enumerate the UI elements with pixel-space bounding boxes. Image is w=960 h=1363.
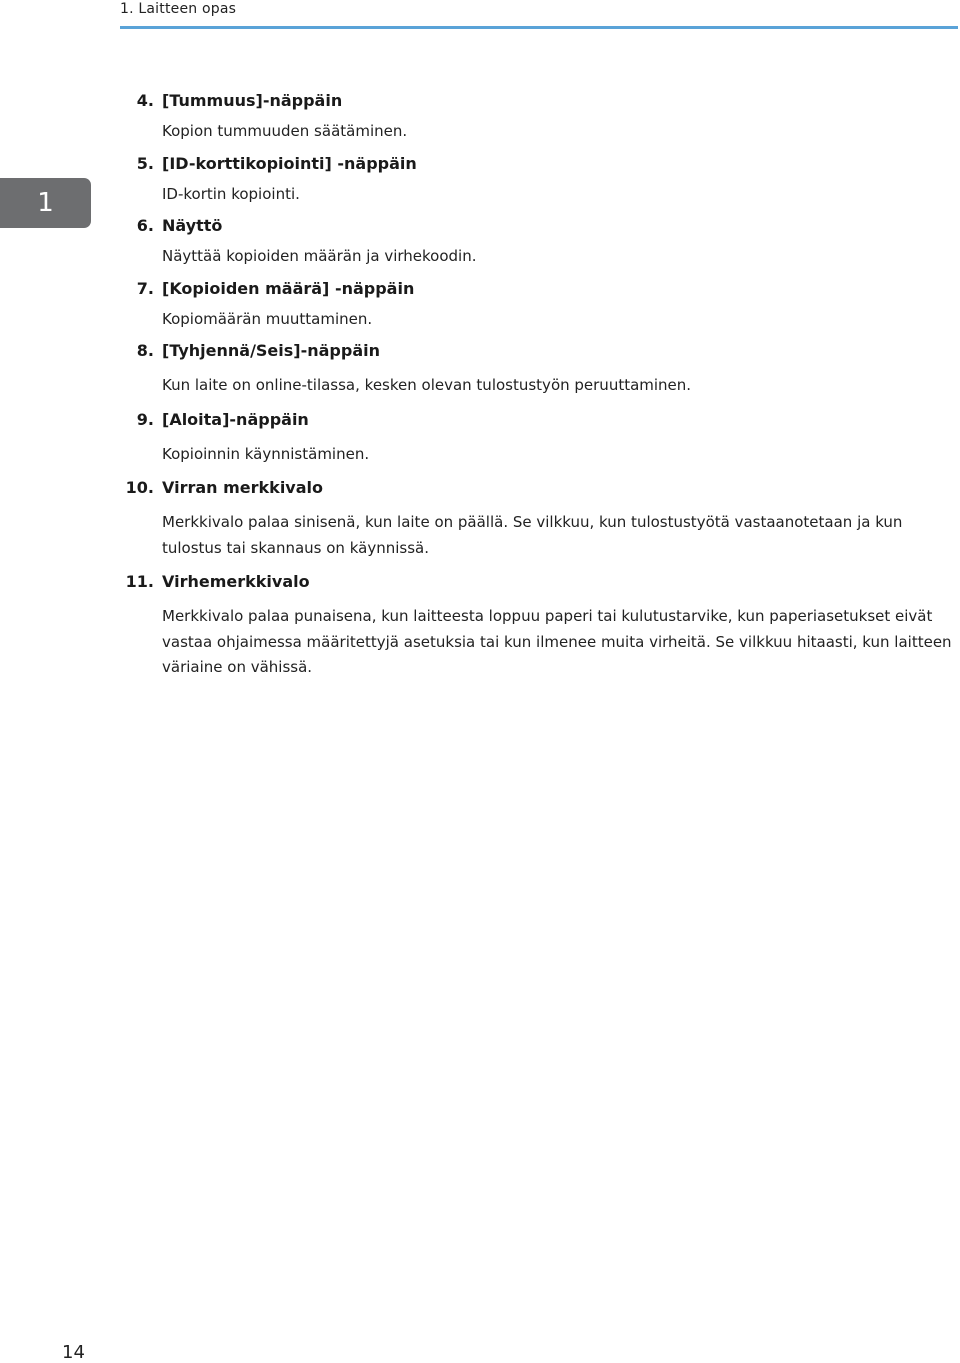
item-number: 7. [136,278,154,298]
item-title: Virran merkkivalo [162,478,324,497]
list-item [120,338,956,399]
item-number: 11. [125,572,154,591]
item-description: Kopiomäärän muuttaminen. [162,309,373,328]
item-number: 9. [136,409,154,429]
item-title: [ID-korttikopiointi] -näppäin [162,153,417,173]
page-number: 14 [62,1342,85,1363]
item-title: Näyttö [162,216,223,235]
item-list [120,88,956,689]
header-rule [120,26,958,29]
list-item [120,475,956,561]
item-title: [Kopioiden määrä] -näppäin [162,278,415,298]
item-description: ID-kortin kopiointi. [162,184,300,203]
item-description: Kopion tummuuden säätäminen. [162,122,408,140]
item-title: Virhemerkkivalo [162,572,310,591]
item-number: 6. [136,216,154,235]
item-heading [120,569,956,595]
item-description: Merkkivalo palaa punaisena, kun laitteesta loppuu paperi tai kulutustarvike, kun paperiasetukset eivät vastaa ohjaimessa määritettyjä asetuksia tai kun ilmenee muita virheitä. Se vilkkuu hitaasti, kun laitteen väriaine on vähissä. [162,607,952,676]
item-heading [120,276,956,302]
list-item [120,151,956,208]
item-description: Näyttää kopioiden määrän ja virhekoodin. [162,247,477,265]
item-number: 8. [136,341,154,360]
item-title: [Tyhjennä/Seis]-näppäin [162,341,381,360]
item-number: 5. [136,153,154,173]
item-number: 10. [125,478,154,497]
chapter-tab-number: 1 [37,188,54,218]
list-item [120,88,956,145]
item-description: Kopioinnin käynnistäminen. [162,444,370,463]
list-item [120,276,956,333]
list-item [120,569,956,681]
item-heading [120,407,956,433]
list-item [120,407,956,468]
running-header: 1. Laitteen opas [120,1,237,17]
item-description: Kun laite on online-tilassa, kesken olevan tulostustyön peruuttaminen. [162,376,692,394]
list-item [120,213,956,270]
chapter-tab [0,178,91,228]
item-title: [Aloita]-näppäin [162,409,309,429]
item-heading [120,338,956,364]
item-description: Merkkivalo palaa sinisenä, kun laite on päällä. Se vilkkuu, kun tulostustyötä vastaanotetaan ja kun tulostus tai skannaus on käynnissä. [162,513,903,557]
item-number: 4. [136,91,154,110]
item-heading [120,213,956,239]
item-title: [Tummuus]-näppäin [162,91,343,110]
item-heading [120,151,956,177]
item-heading [120,88,956,114]
item-heading [120,475,956,501]
